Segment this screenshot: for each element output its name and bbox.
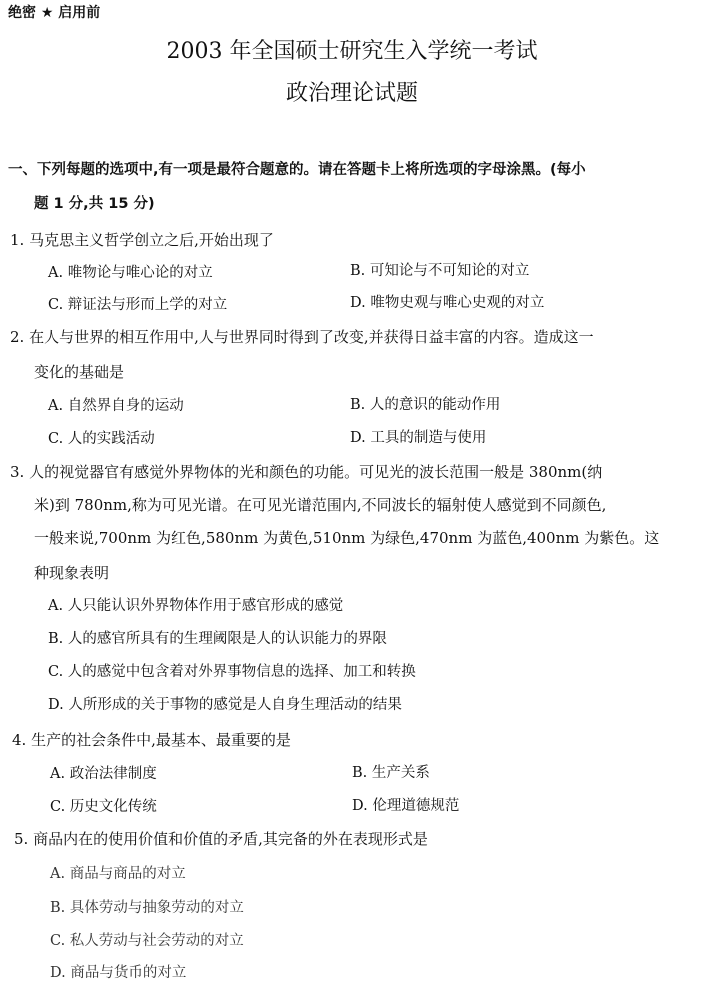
question-1-stem: 1. 马克思主义哲学创立之后,开始出现了 [10,231,274,249]
question-3-stem-line4: 种现象表明 [34,564,110,582]
question-3-option-d: D. 人所形成的关于事物的感觉是人自身生理活动的结果 [48,697,402,713]
question-3-stem-line2: 米)到 780nm,称为可见光谱。在可见光谱范围内,不同波长的辐射使人感觉到不同颜色, [34,496,607,514]
question-3-stem-line1: 3. 人的视觉器官有感觉外界物体的光和颜色的功能。可见光的波长范围一般是 380nm(纳 [10,463,603,481]
exam-subtitle: 政治理论试题 [285,81,418,106]
question-4-option-c: C. 历史文化传统 [50,799,157,815]
question-3-option-c: C. 人的感觉中包含着对外界事物信息的选择、加工和转换 [48,664,416,680]
section-instruction: 一、下列每题的选项中,有一项是最符合题意的。请在答题卡上将所选项的字母涂黑。(每小 [8,162,586,178]
secret-mark: 绝密 ★ 启用前 [8,5,101,21]
question-4-stem: 4. 生产的社会条件中,最基本、最重要的是 [12,731,291,749]
question-5-option-a: A. 商品与商品的对立 [50,866,186,882]
exam-title: 2003 年全国硕士研究生入学统一考试 [166,39,538,64]
question-1-option-d: D. 唯物史观与唯心史观的对立 [350,295,545,311]
question-4-option-b: B. 生产关系 [352,765,430,781]
question-2-option-a: A. 自然界自身的运动 [48,398,184,414]
question-2-stem-line2: 变化的基础是 [34,363,125,381]
question-3-option-a: A. 人只能认识外界物体作用于感官形成的感觉 [48,598,344,614]
section-instruction-cont: 题 1 分,共 15 分) [34,196,155,212]
question-3-stem-line3: 一般来说,700nm 为红色,580nm 为黄色,510nm 为绿色,470nm 为蓝色,400nm 为紫色。这 [34,529,660,547]
question-2-option-b: B. 人的意识的能动作用 [350,397,501,413]
question-1-option-b: B. 可知论与不可知论的对立 [350,263,530,279]
question-3-option-b: B. 人的感官所具有的生理阈限是人的认识能力的界限 [48,631,387,647]
question-5-option-b: B. 具体劳动与抽象劳动的对立 [50,900,244,916]
question-2-stem-line1: 2. 在人与世界的相互作用中,人与世界同时得到了改变,并获得日益丰富的内容。造成这一 [10,328,594,346]
question-4-option-d: D. 伦理道德规范 [352,798,460,814]
question-2-option-c: C. 人的实践活动 [48,431,155,447]
question-5-stem: 5. 商品内在的使用价值和价值的矛盾,其完备的外在表现形式是 [14,830,428,848]
question-5-option-d: D. 商品与货币的对立 [50,965,187,981]
question-2-option-d: D. 工具的制造与使用 [350,430,487,446]
question-5-option-c: C. 私人劳动与社会劳动的对立 [50,933,244,949]
question-1-option-a: A. 唯物论与唯心论的对立 [48,265,213,281]
question-4-option-a: A. 政治法律制度 [50,766,157,782]
question-1-option-c: C. 辩证法与形而上学的对立 [48,297,228,313]
